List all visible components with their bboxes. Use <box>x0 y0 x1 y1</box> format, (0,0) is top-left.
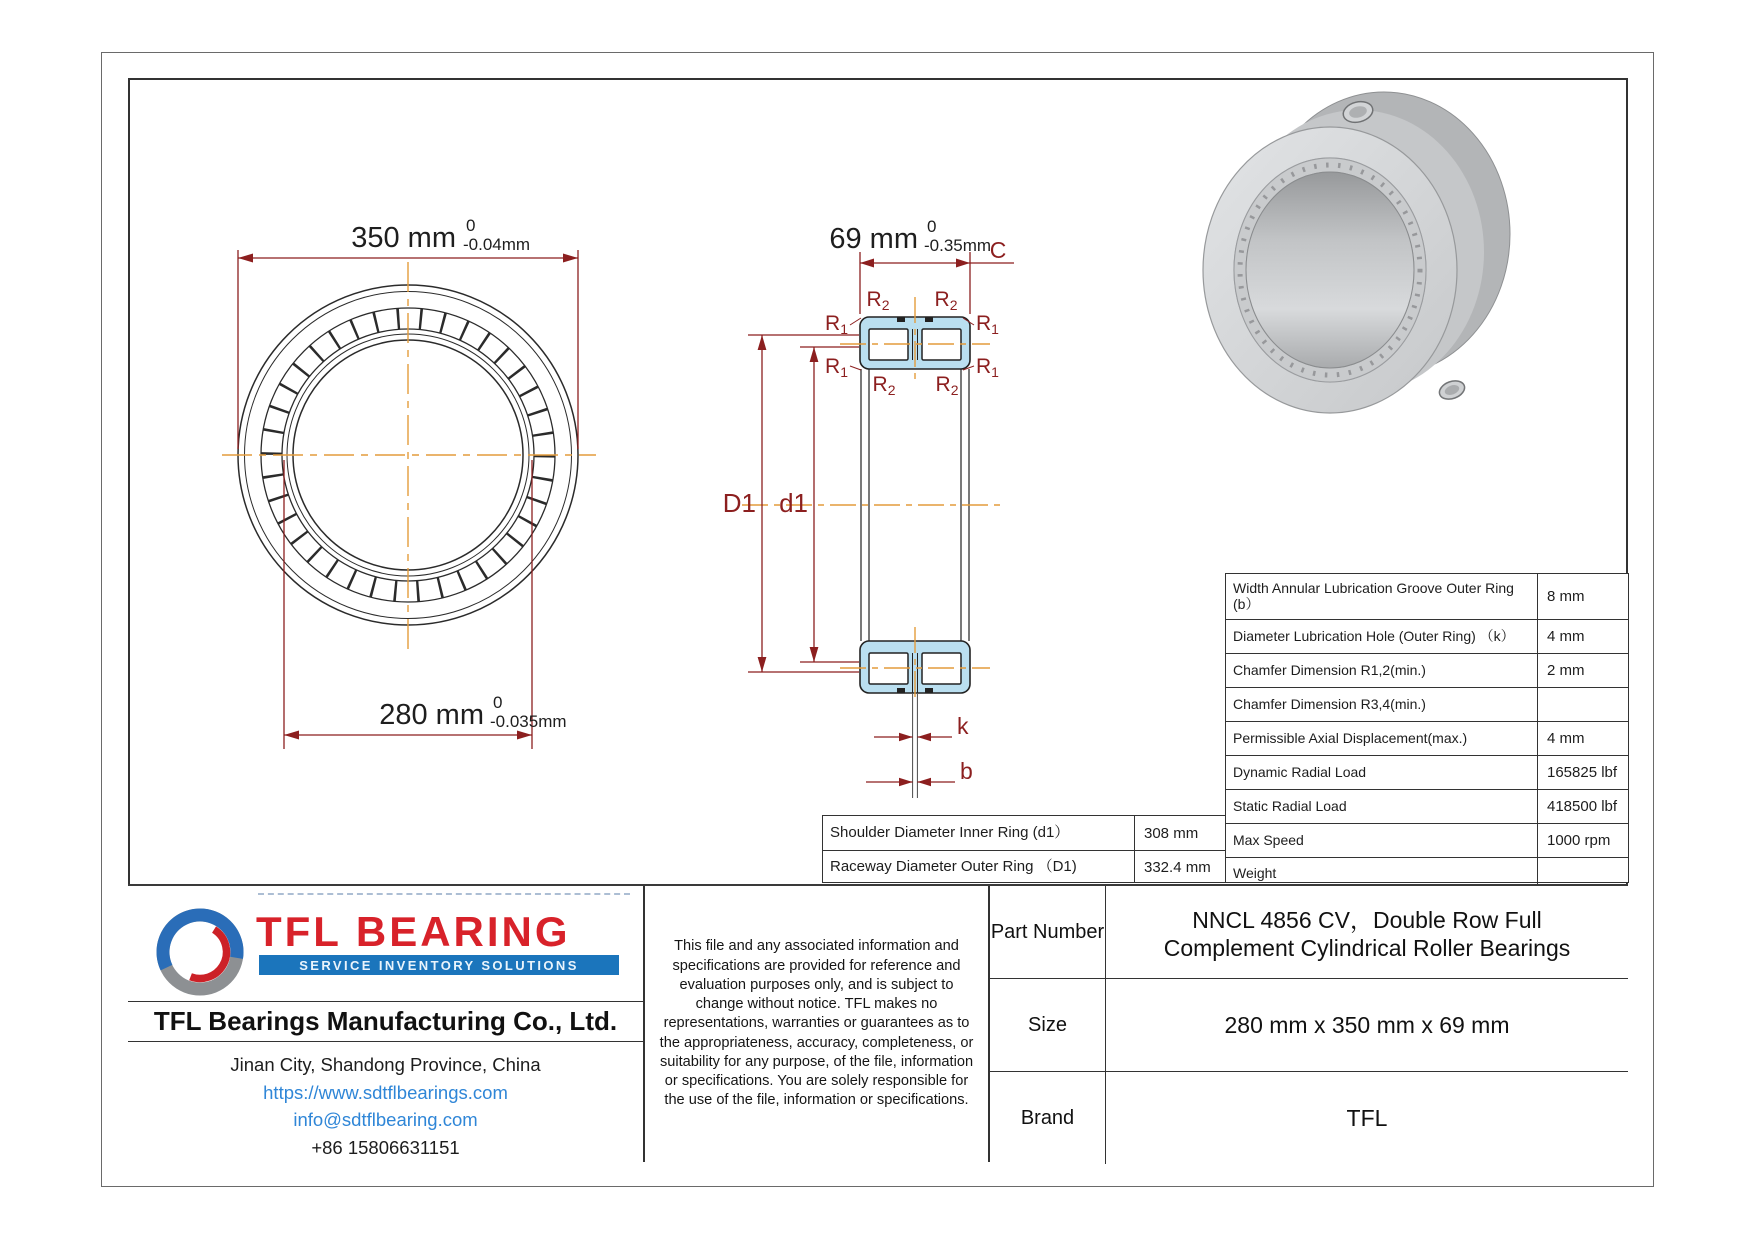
row-value: 4 mm <box>1547 730 1585 747</box>
title-block <box>128 884 1628 1160</box>
row-value: 308 mm <box>1144 824 1199 842</box>
dim-width-value: 69 mm <box>829 223 918 255</box>
label-d1: d1 <box>779 488 808 518</box>
row-label: Chamfer Dimension R1,2(min.) <box>1226 654 1538 687</box>
company-website-link[interactable]: https://www.sdtflbearings.com <box>263 1081 508 1103</box>
dim-bore-tol-top: 0 <box>493 693 503 712</box>
table-row <box>1226 790 1628 824</box>
company-name: TFL Bearings Manufacturing Co., Ltd. <box>128 1002 643 1042</box>
row-value <box>1538 688 1628 721</box>
row-label: Weight <box>1226 858 1538 889</box>
label-D1: D1 <box>722 488 756 518</box>
shoulder-table <box>822 815 1226 883</box>
size-value: 280 mm x 350 mm x 69 mm <box>1224 1011 1510 1038</box>
logo-noise-line <box>258 893 630 895</box>
brand-label: Brand <box>990 1072 1106 1164</box>
row-value: 165825 lbf <box>1547 764 1618 781</box>
row-value: 8 mm <box>1547 588 1585 605</box>
svg-text:R1: R1 <box>825 355 848 380</box>
logo-cell <box>128 886 643 1002</box>
table-row <box>1226 824 1628 858</box>
dim-od-tol-bottom: -0.04mm <box>463 235 531 254</box>
lubrication-hole-bottom <box>1437 378 1467 403</box>
table-row <box>1226 722 1628 756</box>
table-row <box>990 1072 1628 1164</box>
bearing-3d-render <box>1203 92 1510 413</box>
table-row <box>1226 654 1628 688</box>
dim-bore-tol-bottom: -0.035mm <box>490 712 567 731</box>
company-column <box>128 886 645 1162</box>
logo-title: TFL BEARING <box>256 908 571 955</box>
svg-text:R1: R1 <box>825 312 848 337</box>
table-row <box>1226 620 1628 654</box>
company-phone: +86 15806631151 <box>311 1136 460 1158</box>
row-value: 418500 lbf <box>1547 798 1618 815</box>
spec-table <box>1225 573 1629 883</box>
dim-k-b <box>866 694 973 798</box>
dim-od-value: 350 mm <box>351 222 456 254</box>
row-label: Static Radial Load <box>1226 790 1538 823</box>
table-row <box>823 816 1225 851</box>
table-row <box>990 979 1628 1072</box>
disclaimer-column <box>645 886 990 1162</box>
company-address: Jinan City, Shandong Province, China <box>230 1054 541 1075</box>
logo-tagline: SERVICE INVENTORY SOLUTIONS <box>259 955 619 975</box>
dim-width-69 <box>829 217 1014 314</box>
table-row <box>823 851 1225 883</box>
dim-bore-value: 280 mm <box>379 699 484 731</box>
company-email-link[interactable]: info@sdtflbearing.com <box>293 1109 478 1130</box>
label-b: b <box>960 758 973 784</box>
dim-od-tol-top: 0 <box>466 216 476 235</box>
row-label: Permissible Axial Displacement(max.) <box>1226 722 1538 755</box>
company-contact <box>128 1042 643 1162</box>
disclaimer-text: This file and any associated information and specifications are provided for reference and evaluation purposes only, and is subject to change without notice. TFL makes no representations, warranties or guarantees as to the appropriateness, accuracy, completeness, or suitability for any purpose, of the file, information or specifications. You are solely responsible for the use of the file, information or specifications. <box>659 938 974 1109</box>
row-label: Shoulder Diameter Inner Ring (d1） <box>823 816 1135 850</box>
svg-text:R1: R1 <box>976 312 999 337</box>
row-value: 332.4 mm <box>1144 858 1211 876</box>
row-label: Max Speed <box>1226 824 1538 857</box>
svg-text:R2: R2 <box>872 373 896 398</box>
row-label: Dynamic Radial Load <box>1226 756 1538 789</box>
size-label: Size <box>990 979 1106 1071</box>
dim-width-tol-bottom: -0.35mm <box>924 236 992 255</box>
table-row <box>990 886 1628 979</box>
svg-text:R2: R2 <box>934 288 958 313</box>
row-label: Diameter Lubrication Hole (Outer Ring) （k） <box>1226 620 1538 653</box>
svg-text:R1: R1 <box>976 355 999 380</box>
svg-text:R2: R2 <box>866 288 890 313</box>
svg-text:R2: R2 <box>935 373 959 398</box>
row-label: Width Annular Lubrication Groove Outer Ring (b） <box>1226 574 1538 619</box>
label-c: C <box>989 237 1007 263</box>
row-label: Raceway Diameter Outer Ring （D1) <box>823 851 1135 883</box>
part-number-label: Part Number <box>990 886 1106 978</box>
dim-width-tol-top: 0 <box>927 217 937 236</box>
row-value: 4 mm <box>1547 628 1585 645</box>
label-k: k <box>957 713 969 739</box>
row-value: 1000 rpm <box>1547 832 1611 849</box>
table-row <box>1226 574 1628 620</box>
tfl-logo-icon <box>148 898 252 1002</box>
part-info-table <box>990 886 1628 1162</box>
row-value: 2 mm <box>1547 662 1585 679</box>
row-label: Chamfer Dimension R3,4(min.) <box>1226 688 1538 721</box>
table-row <box>1226 688 1628 722</box>
table-row <box>1226 756 1628 790</box>
brand-value: TFL <box>1346 1104 1388 1131</box>
part-number-value: NNCL 4856 CV，Double Row Full Complement Cylindrical Roller Bearings <box>1163 907 1571 961</box>
bore <box>1246 172 1414 368</box>
